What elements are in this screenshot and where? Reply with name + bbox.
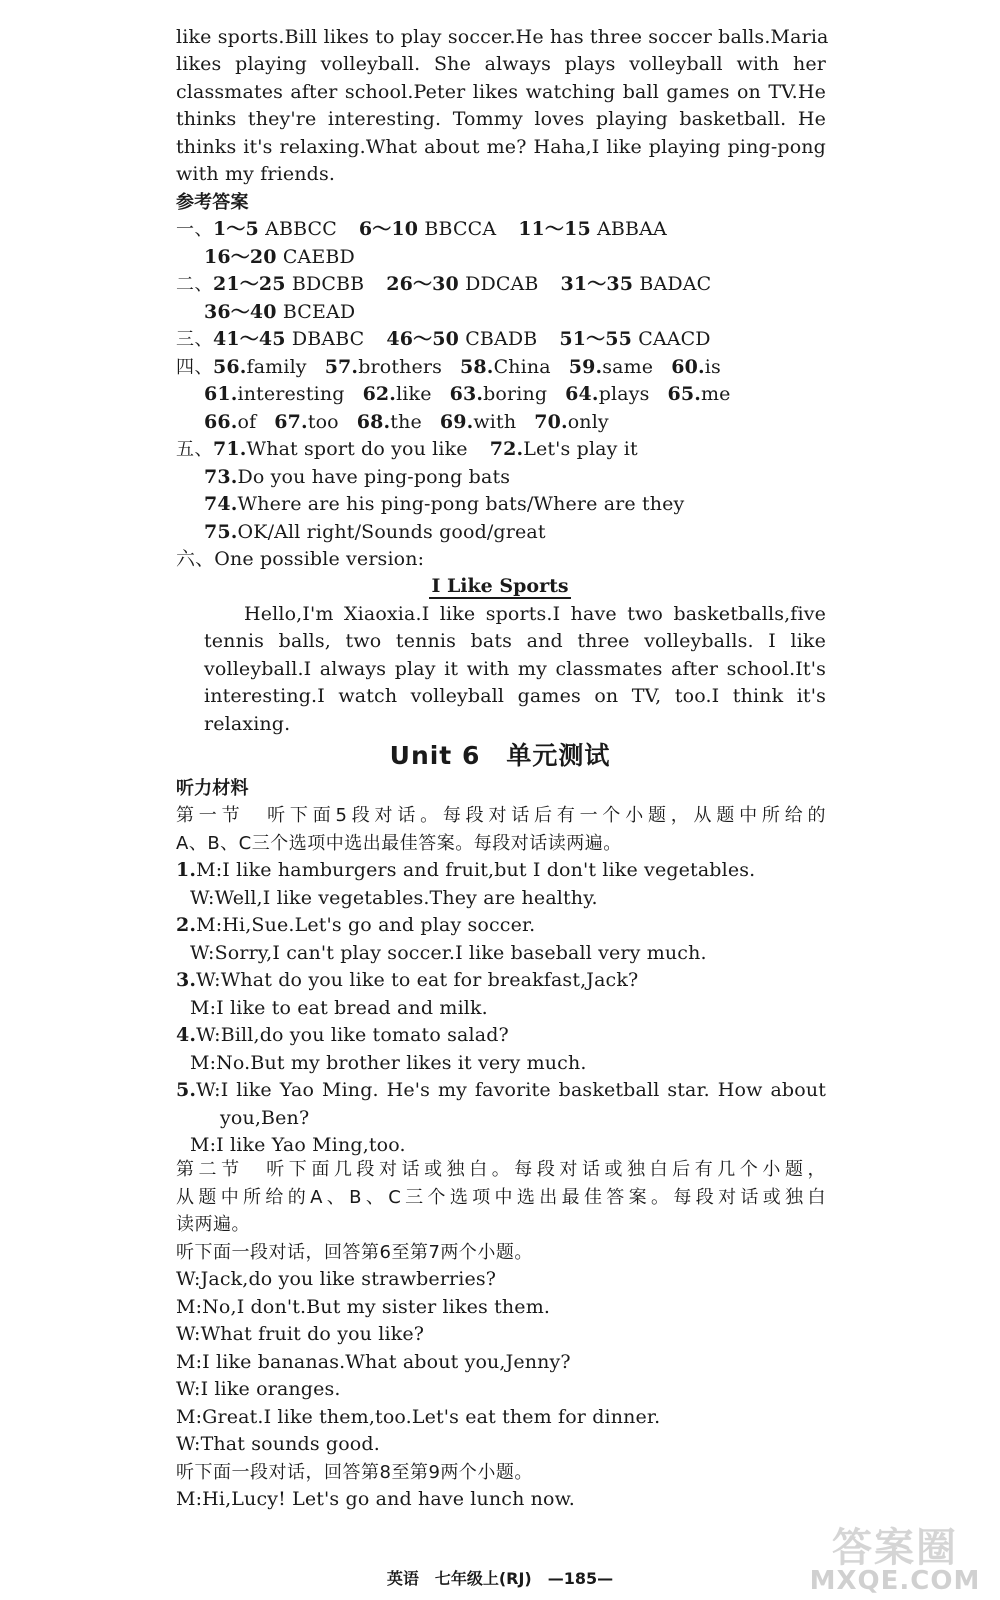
dialogue-number: 5.	[176, 1079, 197, 1101]
dialogue-line	[176, 912, 826, 940]
answers-heading: 参考答案	[176, 192, 249, 213]
essay-line: interesting.I watch volleyball games on TV, too.I think it's	[204, 685, 826, 707]
answer-text: Do you have ping-pong bats	[237, 465, 511, 488]
dialogue-text: W:What do you like to eat for breakfast,Jack?	[196, 969, 639, 991]
question-number: 36～40	[204, 300, 277, 323]
question-number: 63.	[449, 383, 484, 405]
answer-text: the	[390, 410, 422, 433]
essay-line: volleyball.I always play it with my classmates after school.It's	[204, 658, 826, 680]
section2-instruction: 第二节 听下面几段对话或独白。每段对话或独白后有几个小题，	[176, 1159, 826, 1180]
answer-line	[176, 354, 826, 382]
question-number: 21～25	[213, 273, 286, 295]
dialogue-line	[176, 1022, 826, 1050]
dialogue-line	[190, 995, 820, 1023]
dialogue-text: W:Well,I like vegetables.They are healthy.	[190, 886, 598, 909]
answer-line	[176, 271, 826, 299]
section1-instruction: A、B、C三个选项中选出最佳答案。每段对话读两遍。	[176, 833, 622, 854]
answer-line	[204, 299, 854, 327]
section-prefix: 三、	[176, 329, 213, 350]
question-number: 41～45	[213, 328, 286, 350]
answer-line	[176, 326, 826, 354]
dialogue-line	[176, 967, 826, 995]
answer-text: China	[493, 355, 551, 378]
watermark-logo	[800, 1510, 990, 1596]
answer-text: with	[473, 410, 517, 433]
dialogue-line	[190, 940, 820, 968]
answer-line	[204, 519, 854, 547]
question-number: 59.	[568, 355, 603, 378]
dialogue-text: W:Bill,do you like tomato salad?	[196, 1024, 509, 1046]
question-number: 71.	[213, 438, 247, 460]
question-number: 57.	[324, 355, 359, 378]
answer-text: ABBCC	[258, 218, 337, 240]
question-number: 62.	[362, 383, 397, 405]
dialogue-line: W:I like oranges.	[176, 1378, 341, 1400]
section-prefix: 二、	[176, 274, 213, 295]
answer-text: BCEAD	[276, 300, 356, 323]
answer-text: BADAC	[633, 273, 712, 295]
dialogue-line	[176, 1077, 826, 1105]
answer-text: CAACD	[632, 328, 711, 350]
essay-line: tennis balls, two tennis bats and three volleyballs. I like	[204, 630, 826, 652]
answer-text: BBCCA	[418, 218, 497, 240]
essay-title-text: I Like Sports	[431, 575, 569, 597]
answer-text: Let's play it	[523, 438, 638, 460]
listening-heading: 听力材料	[176, 778, 249, 799]
dialogue-line: M:I like bananas.What about you,Jenny?	[176, 1350, 571, 1373]
dialogue-number: 1.	[176, 859, 197, 881]
question-number: 69.	[439, 410, 474, 433]
dialogue-line: M:Hi,Lucy! Let's go and have lunch now.	[176, 1488, 575, 1510]
section-prefix: 五、	[176, 439, 213, 460]
answer-text: DBABC	[285, 328, 365, 350]
answer-text: interesting	[237, 383, 345, 405]
question-number: 66.	[204, 410, 238, 433]
question-number: 51～55	[559, 328, 632, 350]
question-number: 61.	[204, 383, 238, 405]
question-number: 73.	[204, 465, 238, 488]
question-number: 6～10	[358, 218, 419, 240]
answer-text: boring	[483, 383, 548, 405]
dialogue-text: M:Hi,Sue.Let's go and play soccer.	[196, 914, 536, 936]
dialogue-number: 2.	[176, 914, 197, 936]
section2-instruction: 从题中所给的A、B、C三个选项中选出最佳答案。每段对话或独白	[176, 1187, 826, 1208]
dialogue-line: W:What fruit do you like?	[176, 1323, 425, 1345]
dialogue-line: W:Jack,do you like strawberries?	[176, 1268, 497, 1290]
dialogue-text: M:I like Yao Ming,too.	[190, 1134, 406, 1156]
dialogue-line	[176, 857, 826, 885]
question-number: 56.	[213, 355, 247, 378]
answer-line	[204, 409, 854, 437]
answer-text: brothers	[358, 355, 443, 378]
watermark-site: MXQE.COM	[809, 1566, 981, 1596]
dialogue-text: M:I like hamburgers and fruit,but I don't like vegetables.	[196, 859, 756, 881]
question-number: 74.	[204, 493, 238, 515]
answer-text: like	[396, 383, 432, 405]
dialogue-text: W:Sorry,I can't play soccer.I like baseball very much.	[190, 941, 707, 964]
question-number: 72.	[489, 438, 524, 460]
dialogue-line	[190, 885, 820, 913]
dialogue-line	[190, 1050, 820, 1078]
answer-text: What sport do you like	[246, 438, 468, 460]
passage-line: likes playing volleyball. She always plays volleyball with her	[176, 53, 826, 75]
dialogue-text: W:I like Yao Ming. He's my favorite basketball star. How about	[196, 1079, 826, 1101]
answer-text: of	[237, 410, 257, 433]
answer-text: Where are his ping-pong bats/Where are they	[237, 493, 685, 515]
answer-text: me	[701, 383, 731, 405]
question-number: 60.	[671, 355, 705, 378]
essay-intro: 六、One possible version:	[176, 548, 425, 570]
question-number: 65.	[667, 383, 702, 405]
page-footer: 英语 七年级上(RJ) —185—	[386, 1569, 614, 1588]
answer-line	[204, 381, 854, 409]
answer-text: same	[602, 355, 654, 378]
dialogue-number: 4.	[176, 1024, 197, 1046]
question-number: 68.	[356, 410, 391, 433]
answer-text: plays	[598, 383, 650, 405]
dialogue-line: W:That sounds good.	[176, 1433, 380, 1455]
essay-line: relaxing.	[204, 713, 291, 735]
unit-title: Unit 6 单元测试	[389, 741, 611, 770]
question-number: 31～35	[560, 273, 634, 295]
answer-text: too	[307, 410, 339, 433]
watermark-chars: 答案圈	[832, 1525, 958, 1571]
answer-text: is	[704, 355, 721, 378]
question-number: 1～5	[213, 218, 259, 240]
essay-title	[0, 573, 1000, 600]
dialogue-line: M:Great.I like them,too.Let's eat them for dinner.	[176, 1405, 661, 1428]
question-number: 11～15	[518, 218, 591, 240]
section-prefix: 四、	[176, 356, 213, 378]
section1-instruction: 第一节 听下面5段对话。每段对话后有一个小题，从题中所给的	[176, 805, 826, 826]
answer-text: CAEBD	[276, 245, 355, 268]
dialogue-text: you,Ben?	[220, 1106, 310, 1129]
dialogue-line	[220, 1105, 820, 1133]
dialogue-text: M:No.But my brother likes it very much.	[190, 1051, 587, 1074]
essay-line: Hello,I'm Xiaoxia.I like sports.I have two basketballs,five	[244, 603, 826, 625]
question-number: 70.	[534, 410, 568, 433]
answer-line	[204, 464, 854, 492]
passage-line: thinks it's relaxing.What about me? Haha,I like playing ping-pong	[176, 136, 826, 158]
question-number: 16～20	[204, 245, 277, 268]
question-number: 64.	[565, 383, 599, 405]
question-number: 26～30	[386, 273, 459, 295]
q6-7-intro: 听下面一段对话，回答第6至第7两个小题。	[176, 1242, 533, 1263]
section2-instruction: 读两遍。	[176, 1214, 250, 1235]
question-number: 67.	[274, 410, 308, 433]
question-number: 58.	[460, 355, 494, 378]
answer-text: only	[567, 410, 609, 433]
answer-line	[204, 491, 854, 519]
answer-text: family	[246, 355, 307, 378]
q8-9-intro: 听下面一段对话，回答第8至第9两个小题。	[176, 1462, 533, 1483]
answer-line	[176, 436, 826, 464]
passage-line: like sports.Bill likes to play soccer.He has three soccer balls.Maria	[176, 26, 829, 48]
answer-line	[204, 244, 854, 272]
answer-text: OK/All right/Sounds good/great	[237, 520, 546, 543]
dialogue-line: M:No,I don't.But my sister likes them.	[176, 1295, 551, 1318]
question-number: 75.	[204, 520, 238, 543]
passage-line: thinks they're interesting. Tommy loves playing basketball. He	[176, 108, 826, 130]
question-number: 46～50	[386, 328, 459, 350]
answer-text: CBADB	[459, 328, 538, 350]
passage-line: with my friends.	[176, 163, 336, 185]
dialogue-number: 3.	[176, 969, 197, 991]
passage-line: classmates after school.Peter likes watching ball games on TV.He	[176, 81, 826, 103]
section-prefix: 一、	[176, 219, 213, 240]
answer-text: ABBAA	[590, 218, 667, 240]
answer-text: BDCBB	[285, 273, 365, 295]
dialogue-text: M:I like to eat bread and milk.	[190, 996, 488, 1019]
answer-line	[176, 216, 826, 244]
answer-text: DDCAB	[458, 273, 539, 295]
